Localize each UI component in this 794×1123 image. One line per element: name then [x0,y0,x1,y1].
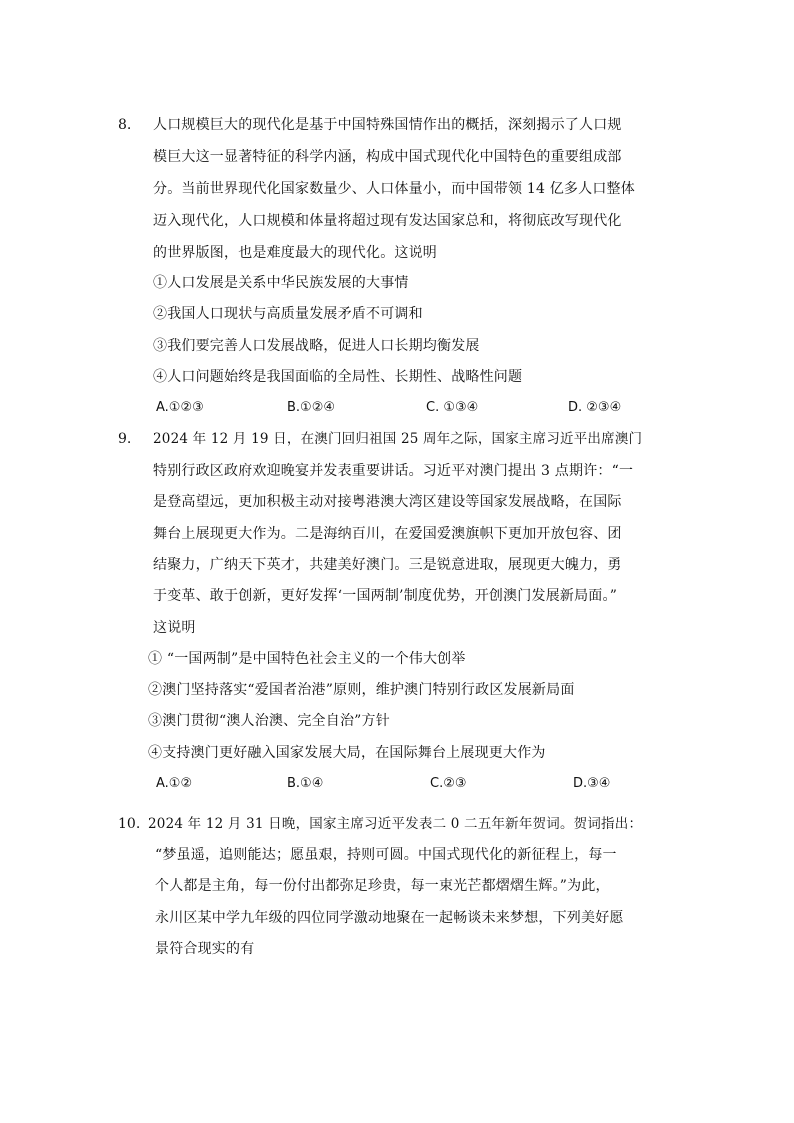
option-a: A.①②③ [156,400,204,415]
question-number: 9. [118,431,132,447]
option-c: C. ①③④ [426,400,479,415]
statement: ④人口问题始终是我国面临的全局性、长期性、战略性问题 [153,369,523,385]
option-b: B.①②④ [287,400,336,415]
statement: ③澳门贯彻“澳人治澳、完全自治”方针 [148,713,390,729]
question-text-line: 景符合现实的有 [155,941,255,957]
question-text-line: “梦虽遥，追则能达；愿虽艰，持则可圆。中国式现代化的新征程上，每一 [155,847,617,863]
question-text-line: 的世界版图，也是难度最大的现代化。这说明 [153,245,437,261]
option-c: C.②③ [430,776,467,791]
question-text-line: 是登高望远，更加积极主动对接粤港澳大湾区建设等国家发展战略，在国际 [153,494,622,510]
statement: ①人口发展是关系中华民族发展的大事情 [153,275,409,291]
question-text-line: 于变革、敢于创新，更好发挥‘一国两制’制度优势，开创澳门发展新局面。” [153,588,618,604]
question-text-line: 模巨大这一显著特征的科学内涵，构成中国式现代化中国特色的重要组成部 [153,149,622,165]
question-text-line: 2024 年 12 月 31 日晚，国家主席习近平发表二 0 二五年新年贺词。贺词指出： [148,816,643,832]
statement: ②我国人口现状与高质量发展矛盾不可调和 [153,306,423,322]
option-b: B.①④ [287,776,324,791]
option-d: D.③④ [573,776,611,791]
statement: ②澳门坚持落实“爱国者治港”原则，维护澳门特别行政区发展新局面 [148,682,575,698]
option-a: A.①② [156,776,193,791]
question-text-line: 分。当前世界现代化国家数量少、人口体量小，而中国带领 14 亿多人口整体 [153,181,635,197]
question-text-line: 舞台上展现更大作为。二是海纳百川，在爱国爱澳旗帜下更加开放包容、团 [153,526,622,542]
question-text-line: 2024 年 12 月 19 日，在澳门回归祖国 25 周年之际，国家主席习近平出席澳门 [153,431,643,447]
statement: ③我们要完善人口发展战略，促进人口长期均衡发展 [153,338,480,354]
question-text-line: 永川区某中学九年级的四位同学激动地聚在一起畅谈未来梦想，下列美好愿 [155,910,624,926]
option-d: D. ②③④ [568,400,622,415]
question-text-line: 个人都是主角，每一份付出都弥足珍贵，每一束光芒都熠熠生辉。”为此， [155,878,610,894]
statement: ① “一国两制”是中国特色社会主义的一个伟大创举 [148,651,466,667]
question-number: 10. [118,816,141,832]
statement: ④支持澳门更好融入国家发展大局，在国际舞台上展现更大作为 [148,745,546,761]
question-text-line: 结聚力，广纳天下英才，共建美好澳门。三是锐意进取，展现更大魄力，勇 [153,557,622,573]
question-text-line: 迈入现代化，人口规模和体量将超过现有发达国家总和，将彻底改写现代化 [153,213,622,229]
question-text-line: 特别行政区政府欢迎晚宴并发表重要讲话。习近平对澳门提出 3 点期许：“一 [153,463,634,479]
question-text-line: 人口规模巨大的现代化是基于中国特殊国情作出的概括，深刻揭示了人口规 [153,117,622,133]
question-text-line: 这说明 [153,620,196,636]
question-number: 8. [118,117,132,133]
